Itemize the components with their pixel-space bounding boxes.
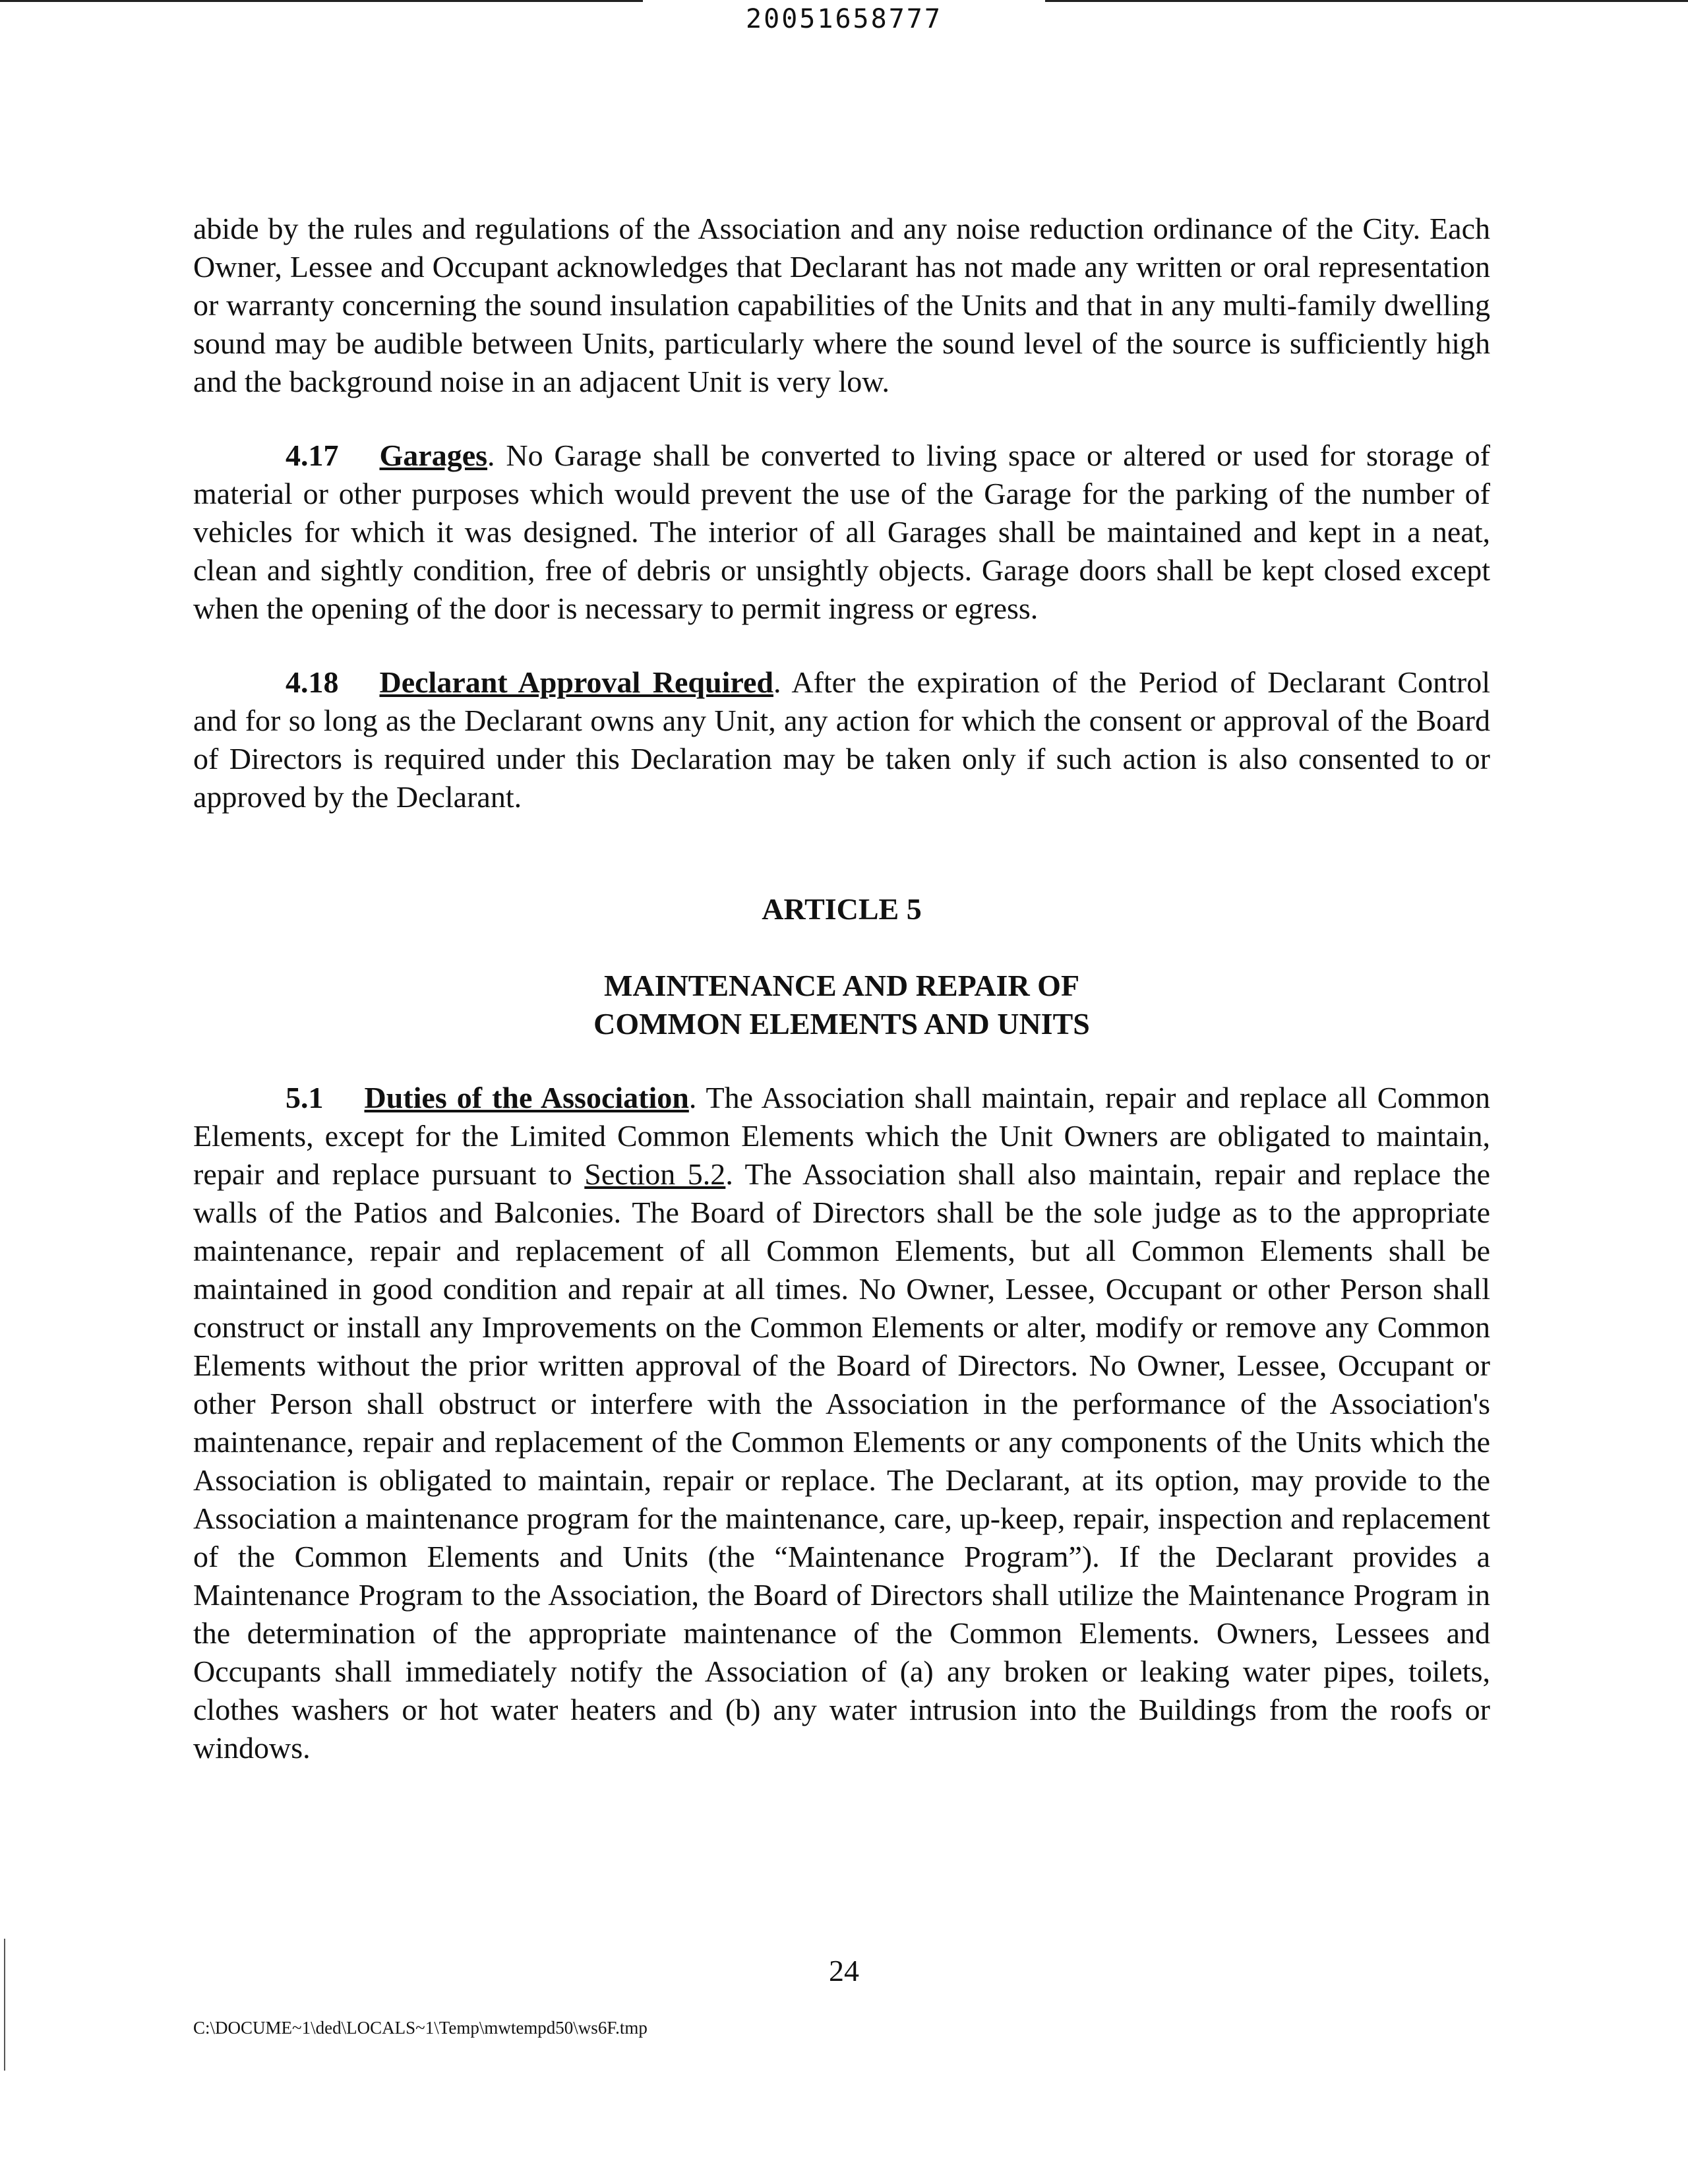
section-title: Declarant Approval Required (379, 665, 773, 699)
section-title: Duties of the Association (364, 1081, 689, 1114)
continued-paragraph: abide by the rules and regulations of the Association and any noise reduction ordinance of the City. Each Owner, Lessee and Occupant acknowledges that Declarant has not made any written or oral representation or warranty concerning the sound insulation capabilities of the Units and that in any multi-family dwelling sound may be audible between Units, particularly where the sound level of the source is sufficiently high and the background noise in an adjacent Unit is very low. (193, 212, 1490, 398)
section-text: . The Association shall also maintain, repair and replace the walls of the Patios and Balconies. The Board of Directors shall be the sole judge as to the appropriate maintenance, repair and replacement of all Common Elements, but all Common Elements shall be maintained in good condition and repair at all times. No Owner, Lessee, Occupant or other Person shall construct or install any Improvements on the Common Elements or alter, modify or remove any Common Elements without the prior written approval of the Board of Directors. No Owner, Lessee, Occupant or other Person shall obstruct or interfere with the Association in the performance of the Association's maintenance, repair and replacement of the Common Elements or any components of the Units which the Association is obligated to maintain, repair or replace. The Declarant, at its option, may provide to the Association a maintenance program for the maintenance, care, up-keep, repair, inspection and replacement of the Common Elements and Units (the “Maintenance Program”). If the Declarant provides a Maintenance Program to the Association, the Board of Directors shall utilize the Maintenance Program in the determination of the appropriate maintenance of the Common Elements. Owners, Lessees and Occupants shall immediately notify the Association of (a) any broken or leaking water pipes, toilets, clothes washers or hot water heaters and (b) any water intrusion into the Buildings from the roofs or windows. (193, 1157, 1490, 1765)
section-text: . No Garage shall be converted to living space or altered or used for storage of material or other purposes which would prevent the use of the Garage for the parking of the number of vehicles for which it was designed. The interior of all Garages shall be maintained and kept in a neat, clean and sightly condition, free of debris or unsightly objects. Garage doors shall be kept closed except when the opening of the door is necessary to permit ingress or egress. (193, 439, 1490, 625)
section-4-18 (193, 663, 1490, 816)
file-path: C:\DOCUME~1\ded\LOCALS~1\Temp\mwtempd50\ws6F.tmp (193, 2018, 648, 2038)
page-number: 24 (829, 1954, 859, 1987)
top-rule-right (1045, 0, 1688, 2)
document-body (193, 210, 1490, 1767)
article-heading: ARTICLE 5 (762, 892, 922, 926)
section-cross-reference: Section 5.2 (584, 1157, 726, 1191)
section-5-1 (193, 1079, 1490, 1767)
section-text: . After the expiration of the Period of Declarant Control and for so long as the Declarant owns any Unit, any action for which the consent or approval of the Board of Directors is required under this Declaration may be taken only if such action is also consented to or approved by the Declarant. (193, 665, 1490, 814)
section-4-17 (193, 437, 1490, 628)
article-title-line-2: COMMON ELEMENTS AND UNITS (593, 1007, 1090, 1041)
article-title-line-1: MAINTENANCE AND REPAIR OF (603, 969, 1080, 1002)
section-title: Garages (379, 439, 488, 472)
section-text: . The Association shall maintain, repair and replace all Common Elements, except for the Limited Common Elements which the Unit Owners are obligated to maintain, repair and replace pursuant to (193, 1081, 1490, 1191)
top-rule-left (0, 0, 643, 2)
section-number: 5.1 (286, 1081, 324, 1114)
section-number: 4.17 (286, 439, 339, 472)
article-title (193, 967, 1490, 1043)
section-number: 4.18 (286, 665, 339, 699)
document-number: 20051658777 (746, 4, 942, 34)
